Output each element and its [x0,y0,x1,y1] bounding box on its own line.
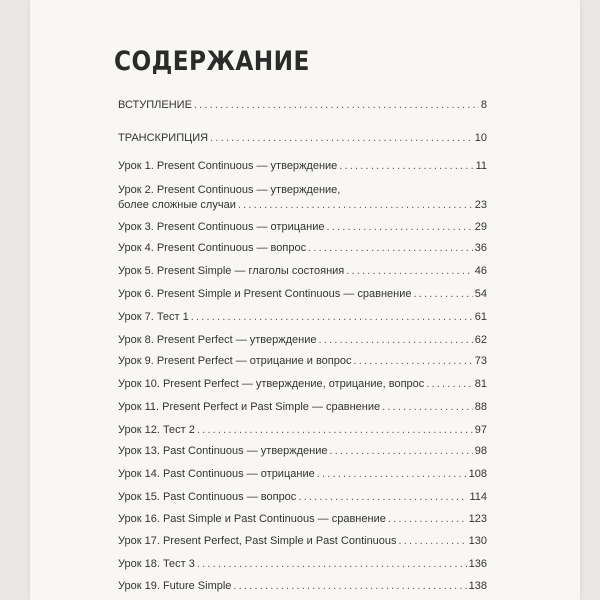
leader-dots [353,354,472,369]
toc-entry [118,377,487,392]
toc-entry-label: Урок 15. Past Continuous — вопрос [118,491,297,503]
leader-dots [197,423,473,438]
toc-entry [118,310,487,325]
toc-entry-page: 29 [474,221,487,233]
leader-dots [327,220,473,235]
toc-entry-label: Урок 8. Present Perfect — утверждение [118,334,317,346]
leader-dots [318,333,472,348]
book-page [30,0,580,600]
leader-dots [210,131,473,146]
toc-entry-label-continued: более сложные случаи [118,199,236,211]
toc-entry-label: Урок 4. Present Continuous — вопрос [118,242,307,254]
toc-entry-page: 98 [474,445,487,457]
toc-entry [118,131,487,146]
leader-dots [346,264,472,279]
leader-dots [191,310,473,325]
toc-entry [118,159,487,174]
toc-entry-page: 11 [475,160,487,172]
toc-entry [118,241,487,256]
leader-dots [388,512,467,527]
toc-entry [118,444,487,459]
leader-dots [339,159,473,174]
toc-entry-label: ВСТУПЛЕНИЕ [118,99,192,111]
toc-entry-page: 73 [474,355,487,367]
page-title: СОДЕРЖАНИЕ [114,46,310,77]
leader-dots [238,198,473,213]
toc-entry-label: Урок 14. Past Continuous — отрицание [118,468,315,480]
toc-entry-page: 61 [474,311,487,323]
toc-entry-page: 10 [474,132,487,144]
toc-entry-page: 54 [474,288,487,300]
toc-entry-page: 62 [474,334,487,346]
toc-entry [118,423,487,438]
toc-entry [118,98,487,113]
toc-entry-label: Урок 7. Тест 1 [118,311,189,323]
toc-entry-label: Урок 13. Past Continuous — утверждение [118,445,328,457]
toc-entry [118,534,487,549]
toc-entry-page: 108 [468,468,487,480]
toc-entry-label: Урок 16. Past Simple и Past Continuous — сравнение [118,513,386,525]
toc-entry [118,512,487,527]
toc-entry-label: Урок 3. Present Continuous — отрицание [118,221,325,233]
leader-dots [197,557,467,572]
toc-entry-label: ТРАНСКРИПЦИЯ [118,132,209,144]
toc-entry-label: Урок 5. Present Simple — глаголы состояния [118,265,345,277]
toc-entry-label: Урок 18. Тест 3 [118,558,195,570]
toc-entry-page: 46 [474,265,487,277]
toc-entry-page: 36 [474,242,487,254]
toc-entry-page: 81 [474,378,487,390]
toc-entry [118,354,487,369]
toc-entry [118,400,487,415]
toc-entry-label: Урок 6. Present Simple и Present Continuous — сравнение [118,288,412,300]
toc-entry [118,467,487,482]
toc-entry [118,579,487,594]
toc-entry-label: Урок 9. Present Perfect — отрицание и вопрос [118,355,352,367]
toc-entry-page: 130 [468,535,487,547]
leader-dots [308,241,473,256]
leader-dots [414,287,473,302]
leader-dots [317,467,467,482]
leader-dots [382,400,473,415]
toc-entry [118,333,487,348]
toc-entry-page: 123 [468,513,487,525]
leader-dots [426,377,472,392]
toc-entry [118,557,487,572]
toc-entry-page: 136 [468,558,487,570]
toc-entry [118,183,487,213]
leader-dots [399,534,467,549]
toc-entry-page: 8 [480,99,487,111]
toc-entry [118,220,487,235]
toc-entry-page: 114 [469,491,487,503]
toc-entry-page: 88 [474,401,487,413]
toc-entry-page: 138 [468,580,487,592]
toc-entry-label: Урок 19. Future Simple [118,580,232,592]
toc-entry-label: Урок 2. Present Continuous — утверждение, [118,184,341,196]
toc-entry-page: 97 [474,424,487,436]
toc-entry-label: Урок 1. Present Continuous — утверждение [118,160,338,172]
leader-dots [298,490,467,505]
toc-entry [118,490,487,505]
leader-dots [330,444,473,459]
leader-dots [233,579,466,594]
toc-entry-page: 23 [474,199,487,211]
toc-entry [118,287,487,302]
toc-entry-label: Урок 12. Тест 2 [118,424,195,436]
toc-entry [118,264,487,279]
toc-entry-label: Урок 11. Present Perfect и Past Simple — сравнение [118,401,381,413]
toc-entry-label: Урок 10. Present Perfect — утверждение, отрицание, вопрос [118,378,425,390]
toc-entry-label: Урок 17. Present Perfect, Past Simple и Past Continuous [118,535,397,547]
leader-dots [194,98,479,113]
